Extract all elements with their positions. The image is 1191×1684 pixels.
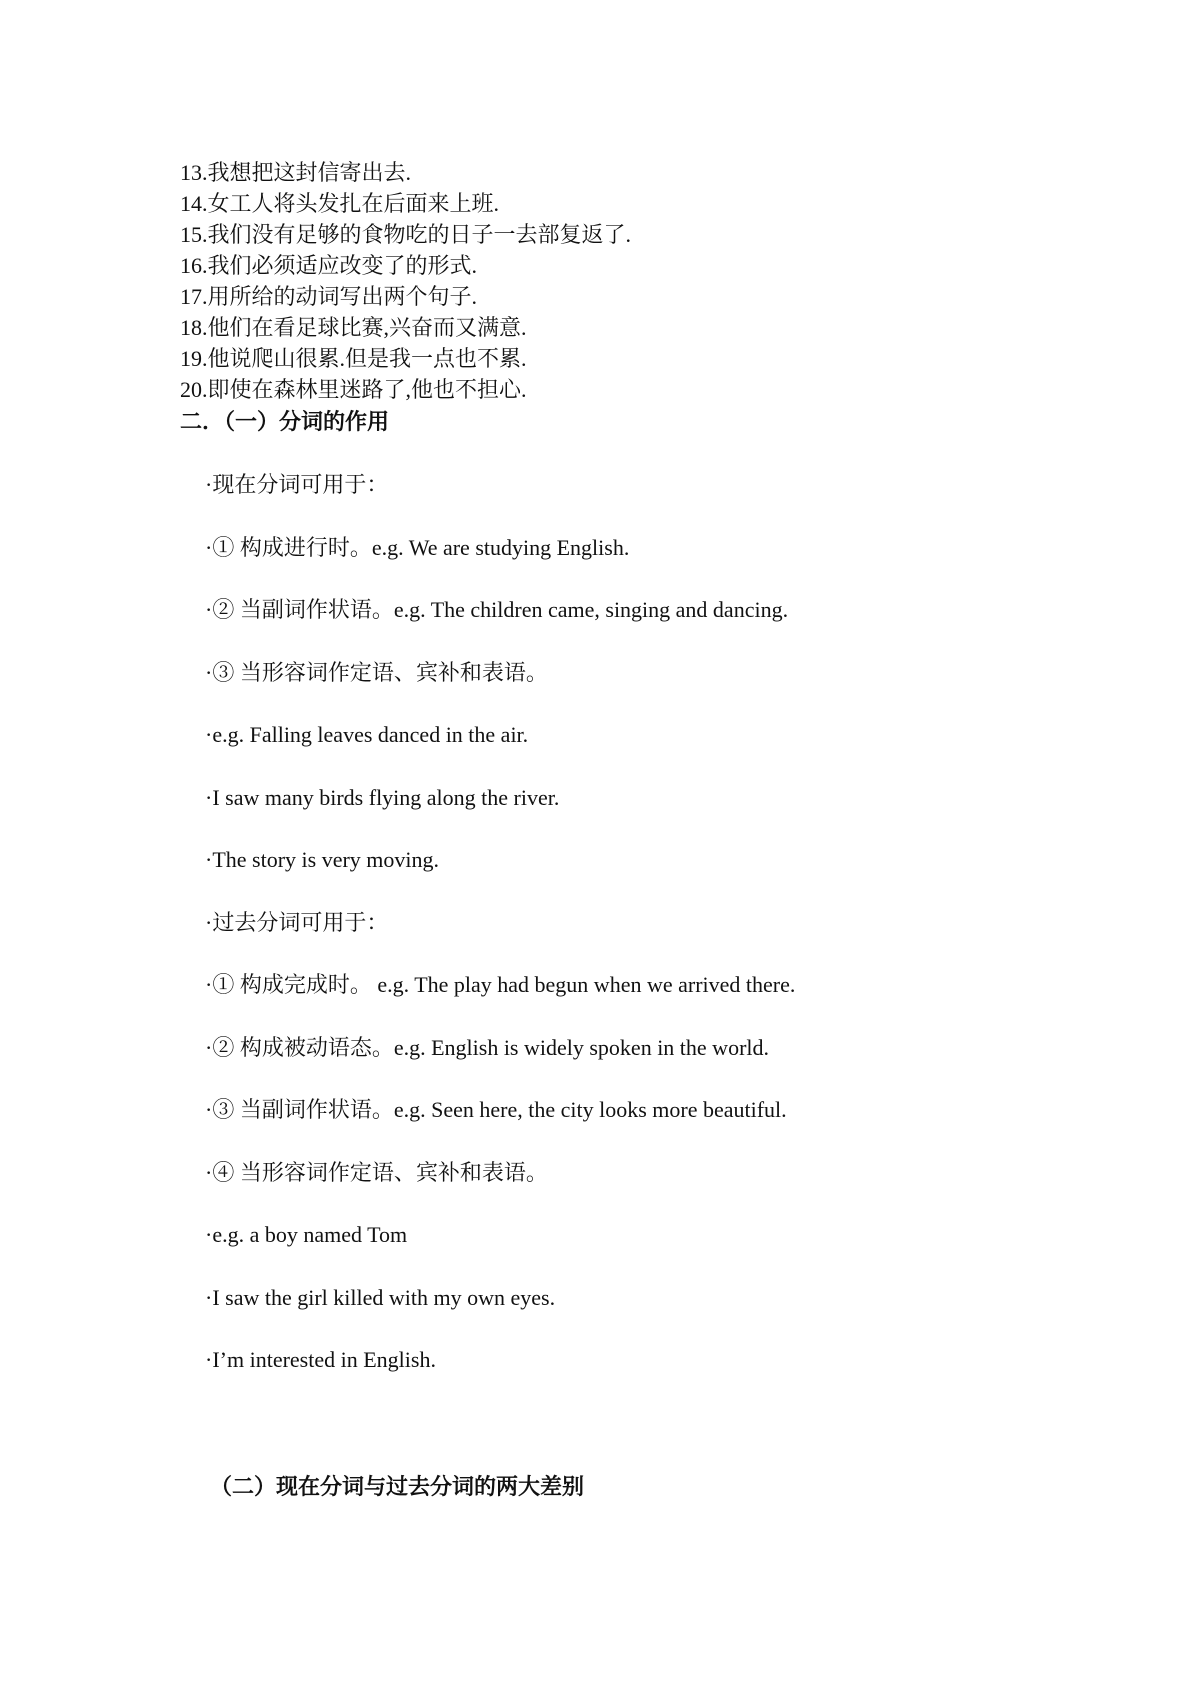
note-line: ·现在分词可用于： (205, 472, 389, 497)
note-line: ·I saw many birds flying along the river. (205, 784, 560, 810)
exercise-item-18: 18.他们在看足球比赛,兴奋而又满意. (180, 315, 527, 340)
subsection-heading: （二）现在分词与过去分词的两大差别 (210, 1474, 585, 1499)
exercise-item-20: 20.即使在森林里迷路了,他也不担心. (180, 377, 527, 402)
note-line: ·③ 当形容词作定语、宾补和表语。 (205, 659, 548, 685)
note-line: ·① 构成完成时。 e.g. The play had begun when we arrived there. (205, 972, 796, 997)
note-line: ·① 构成进行时。e.g. We are studying English. (205, 534, 630, 560)
note-line: ·④ 当形容词作定语、宾补和表语。 (205, 1159, 548, 1185)
exercise-item-17: 17.用所给的动词写出两个句子. (180, 284, 478, 309)
note-line: ·e.g. Falling leaves danced in the air. (205, 722, 529, 747)
note-line: ·I saw the girl killed with my own eyes. (205, 1284, 556, 1310)
exercise-item-14: 14.女工人将头发扎在后面来上班. (180, 191, 500, 216)
note-line: ·e.g. a boy named Tom (205, 1222, 408, 1247)
translation-exercise-list (180, 157, 631, 405)
note-line: ·The story is very moving. (205, 847, 440, 872)
section-heading: 二．（一）分词的作用 (180, 409, 390, 434)
participle-usage-notes (205, 470, 795, 1408)
exercise-item-15: 15.我们没有足够的食物吃的日子一去部复返了. (180, 222, 632, 247)
note-line: ·② 构成被动语态。e.g. English is widely spoken in the world. (205, 1034, 770, 1060)
note-line: ·I’m interested in English. (205, 1347, 436, 1372)
exercise-item-16: 16.我们必须适应改变了的形式. (180, 253, 478, 278)
note-line: ·过去分词可用于： (205, 909, 389, 935)
note-line: ·② 当副词作状语。e.g. The children came, singing and dancing. (205, 597, 789, 622)
exercise-item-19: 19.他说爬山很累.但是我一点也不累. (180, 346, 527, 371)
note-line: ·③ 当副词作状语。e.g. Seen here, the city looks more beautiful. (205, 1097, 787, 1122)
exercise-item-13: 13.我想把这封信寄出去. (180, 160, 412, 185)
